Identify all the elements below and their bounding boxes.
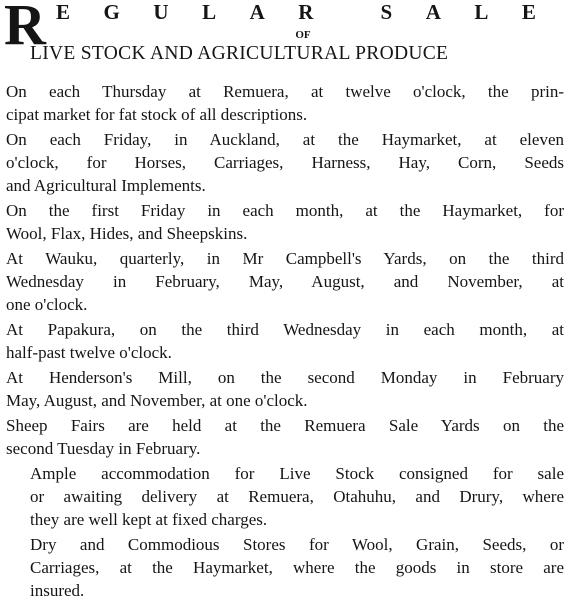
- paragraph: [6, 80, 564, 126]
- text-line: second Tuesday in February.: [6, 439, 201, 458]
- text-line: Dry and Commodious Stores for Wool, Grain, Seeds, or: [30, 535, 564, 554]
- paragraph: [6, 414, 564, 460]
- paragraph: [6, 462, 564, 531]
- headline-letter: R: [298, 0, 314, 24]
- headline-letter: E: [521, 0, 536, 24]
- text-line: At Henderson's Mill, on the second Monday in February: [6, 368, 564, 387]
- text-line: or awaiting delivery at Remuera, Otahuhu, and Drury, where: [30, 487, 564, 506]
- text-line: On the first Friday in each month, at the Haymarket, for: [6, 201, 564, 220]
- text-line: On each Thursday at Remuera, at twelve o'clock, the prin-: [6, 82, 564, 101]
- text-line: Wednesday in February, May, August, and November, at: [6, 272, 564, 291]
- text-line: At Papakura, on the third Wednesday in each month, at: [6, 320, 564, 339]
- text-line: Sheep Fairs are held at the Remuera Sale Yards on the: [6, 416, 564, 435]
- drop-cap-letter: R: [4, 0, 46, 57]
- paragraph: [6, 199, 564, 245]
- headline-regular-sale: [56, 0, 536, 24]
- text-line: Carriages, at the Haymarket, where the goods in store are: [30, 558, 564, 577]
- text-line: insured.: [30, 581, 85, 600]
- headline-letter: S: [380, 0, 393, 24]
- text-line: Ample accommodation for Live Stock consigned for sale: [30, 464, 564, 483]
- headline-letter: L: [202, 0, 217, 24]
- text-line: At Wauku, quarterly, in Mr Campbell's Yards, on the third: [6, 249, 564, 268]
- headline-letter: A: [249, 0, 265, 24]
- text-line: cipat market for fat stock of all descriptions.: [6, 105, 308, 124]
- text-line: Wool, Flax, Hides, and Sheepskins.: [6, 224, 248, 243]
- text-line: o'clock, for Horses, Carriages, Harness, Hay, Corn, Seeds: [6, 153, 564, 172]
- paragraph: [6, 128, 564, 197]
- headline-letter: A: [425, 0, 441, 24]
- subheadline: LIVE STOCK AND AGRICULTURAL PRODUCE: [30, 43, 449, 64]
- text-line: On each Friday, in Auckland, at the Haymarket, at eleven: [6, 130, 564, 149]
- text-line: one o'clock.: [6, 295, 88, 314]
- headline-letter: E: [56, 0, 71, 24]
- text-line: May, August, and November, at one o'clock.: [6, 391, 308, 410]
- text-line: and Agricultural Implements.: [6, 176, 206, 195]
- paragraph: [6, 247, 564, 316]
- paragraph: [6, 318, 564, 364]
- headline-letter: G: [103, 0, 120, 24]
- advertisement-body: [6, 80, 564, 604]
- paragraph: [6, 366, 564, 412]
- text-line: they are well kept at fixed charges.: [30, 510, 268, 529]
- headline-letter: U: [153, 0, 169, 24]
- headline-letter: L: [474, 0, 489, 24]
- headline-of: OF: [295, 29, 311, 41]
- paragraph: [6, 533, 564, 602]
- text-line: half-past twelve o'clock.: [6, 343, 172, 362]
